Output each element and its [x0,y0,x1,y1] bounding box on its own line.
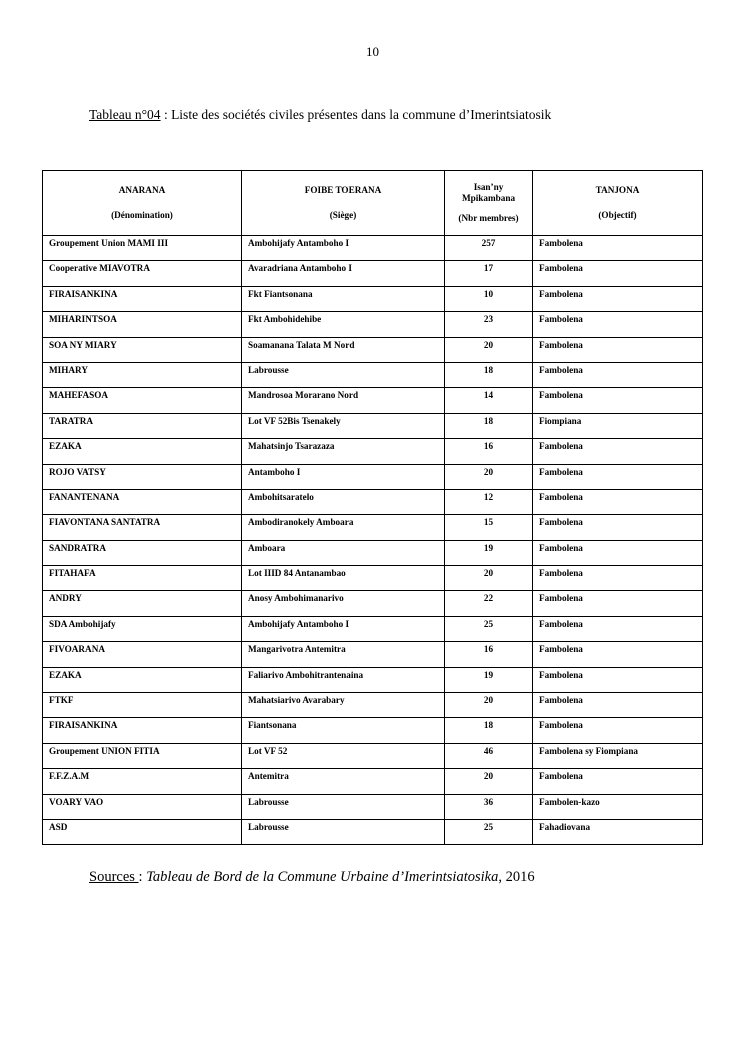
cell-nbr-membres: 20 [445,566,533,591]
cell-denomination: ROJO VATSY [43,464,242,489]
cell-nbr-membres: 20 [445,769,533,794]
cell-nbr-membres: 14 [445,388,533,413]
cell-nbr-membres: 18 [445,413,533,438]
cell-siege: Fkt Ambohidehibe [242,312,445,337]
table-row [43,667,703,692]
sources-separator: : [138,869,147,885]
table-row [43,769,703,794]
cell-denomination: ANDRY [43,591,242,616]
cell-objectif: Fambolena [533,540,703,565]
cell-denomination: FTKF [43,693,242,718]
cell-objectif: Fambolena [533,616,703,641]
cell-nbr-membres: 257 [445,236,533,261]
cell-objectif: Fambolena sy Fiompiana [533,743,703,768]
header-isan-ny-mpikambana-title: Isan’ny Mpikambana [461,181,516,204]
cell-siege: Amboara [242,540,445,565]
header-foibe-toerana-subtitle: (Siège) [329,209,357,220]
cell-nbr-membres: 25 [445,616,533,641]
table-row [43,413,703,438]
cell-nbr-membres: 18 [445,718,533,743]
cell-objectif: Fahadiovana [533,819,703,844]
table-row [43,388,703,413]
table-row [43,566,703,591]
cell-denomination: SANDRATRA [43,540,242,565]
cell-denomination: Cooperative MIAVOTRA [43,261,242,286]
header-anarana-title: ANARANA [118,185,166,195]
cell-siege: Antamboho I [242,464,445,489]
societies-table [42,170,703,845]
cell-nbr-membres: 19 [445,540,533,565]
cell-objectif: Fambolena [533,337,703,362]
cell-nbr-membres: 23 [445,312,533,337]
cell-denomination: FIRAISANKINA [43,718,242,743]
cell-siege: Antemitra [242,769,445,794]
cell-denomination: MIHARINTSOA [43,312,242,337]
cell-objectif: Fambolena [533,693,703,718]
cell-denomination: FITAHAFA [43,566,242,591]
table-row [43,794,703,819]
cell-denomination: EZAKA [43,667,242,692]
sources-title: Tableau de Bord de la Commune Urbaine d’Imerintsiatosika [146,869,499,885]
table-row [43,642,703,667]
table-row [43,464,703,489]
cell-siege: Labrousse [242,794,445,819]
cell-nbr-membres: 22 [445,591,533,616]
cell-siege: Fkt Fiantsonana [242,286,445,311]
cell-nbr-membres: 46 [445,743,533,768]
cell-siege: Mandrosoa Morarano Nord [242,388,445,413]
cell-denomination: SOA NY MIARY [43,337,242,362]
cell-denomination: TARATRA [43,413,242,438]
table-row [43,819,703,844]
cell-nbr-membres: 15 [445,515,533,540]
table-body [43,236,703,845]
cell-siege: Mahatsiarivo Avarabary [242,693,445,718]
cell-objectif: Fambolena [533,362,703,387]
cell-denomination: F.F.Z.A.M [43,769,242,794]
cell-denomination: VOARY VAO [43,794,242,819]
cell-siege: Fiantsonana [242,718,445,743]
cell-objectif: Fambolena [533,515,703,540]
table-row [43,261,703,286]
cell-siege: Mangarivotra Antemitra [242,642,445,667]
cell-denomination: Groupement Union MAMI III [43,236,242,261]
table-row [43,591,703,616]
table-row [43,337,703,362]
table-row [43,515,703,540]
cell-nbr-membres: 18 [445,362,533,387]
cell-denomination: ASD [43,819,242,844]
cell-objectif: Fambolena [533,464,703,489]
sources-year: , 2016 [498,869,535,885]
cell-siege: Anosy Ambohimanarivo [242,591,445,616]
table-row [43,362,703,387]
cell-siege: Ambohijafy Antamboho I [242,236,445,261]
table-row [43,616,703,641]
cell-siege: Labrousse [242,819,445,844]
cell-denomination: Groupement UNION FITIA [43,743,242,768]
header-tanjona [533,171,703,236]
cell-siege: Ambohitsaratelo [242,489,445,514]
cell-siege: Faliarivo Ambohitrantenaina [242,667,445,692]
cell-siege: Lot VF 52 [242,743,445,768]
cell-denomination: MAHEFASOA [43,388,242,413]
cell-objectif: Fambolena [533,591,703,616]
cell-siege: Ambohijafy Antamboho I [242,616,445,641]
cell-siege: Mahatsinjo Tsarazaza [242,439,445,464]
cell-nbr-membres: 12 [445,489,533,514]
cell-objectif: Fambolena [533,261,703,286]
table-row [43,693,703,718]
header-foibe-toerana-title: FOIBE TOERANA [304,185,382,195]
table-row [43,743,703,768]
header-isan-ny-mpikambana [445,171,533,236]
cell-nbr-membres: 16 [445,439,533,464]
caption-label: Tableau n°04 [89,107,161,122]
cell-objectif: Fambolena [533,566,703,591]
table-caption [89,107,551,123]
cell-siege: Lot IIID 84 Antanambao [242,566,445,591]
cell-nbr-membres: 36 [445,794,533,819]
cell-nbr-membres: 20 [445,464,533,489]
cell-nbr-membres: 25 [445,819,533,844]
cell-objectif: Fambolen-kazo [533,794,703,819]
cell-objectif: Fambolena [533,718,703,743]
header-anarana [43,171,242,236]
sources-note [89,869,535,886]
cell-objectif: Fambolena [533,312,703,337]
table-row [43,286,703,311]
header-anarana-subtitle: (Dénomination) [111,209,173,220]
cell-nbr-membres: 20 [445,693,533,718]
table-row [43,718,703,743]
cell-nbr-membres: 20 [445,337,533,362]
cell-nbr-membres: 10 [445,286,533,311]
cell-siege: Avaradriana Antamboho I [242,261,445,286]
caption-text: : Liste des sociétés civiles présentes dans la commune d’Imerintsiatosik [160,107,552,122]
cell-denomination: FIRAISANKINA [43,286,242,311]
sources-label: Sources [89,869,139,885]
cell-siege: Ambodiranokely Amboara [242,515,445,540]
table-row [43,312,703,337]
cell-objectif: Fambolena [533,667,703,692]
cell-objectif: Fambolena [533,769,703,794]
header-tanjona-title: TANJONA [595,185,640,195]
table-row [43,439,703,464]
table-header-row [43,171,703,236]
cell-siege: Labrousse [242,362,445,387]
cell-objectif: Fambolena [533,286,703,311]
cell-objectif: Fambolena [533,642,703,667]
cell-nbr-membres: 19 [445,667,533,692]
cell-objectif: Fambolena [533,236,703,261]
cell-siege: Lot VF 52Bis Tsenakely [242,413,445,438]
table-row [43,489,703,514]
cell-denomination: FIVOARANA [43,642,242,667]
page-number: 10 [366,44,379,59]
header-tanjona-subtitle: (Objectif) [598,209,637,220]
cell-denomination: EZAKA [43,439,242,464]
cell-objectif: Fambolena [533,388,703,413]
cell-nbr-membres: 17 [445,261,533,286]
header-foibe-toerana [242,171,445,236]
cell-denomination: SDA Ambohijafy [43,616,242,641]
cell-siege: Soamanana Talata M Nord [242,337,445,362]
cell-objectif: Fiompiana [533,413,703,438]
cell-denomination: MIHARY [43,362,242,387]
cell-denomination: FIAVONTANA SANTATRA [43,515,242,540]
cell-objectif: Fambolena [533,439,703,464]
table-row [43,236,703,261]
cell-nbr-membres: 16 [445,642,533,667]
header-isan-ny-mpikambana-subtitle: (Nbr membres) [458,212,519,223]
table-row [43,540,703,565]
cell-denomination: FANANTENANA [43,489,242,514]
cell-objectif: Fambolena [533,489,703,514]
